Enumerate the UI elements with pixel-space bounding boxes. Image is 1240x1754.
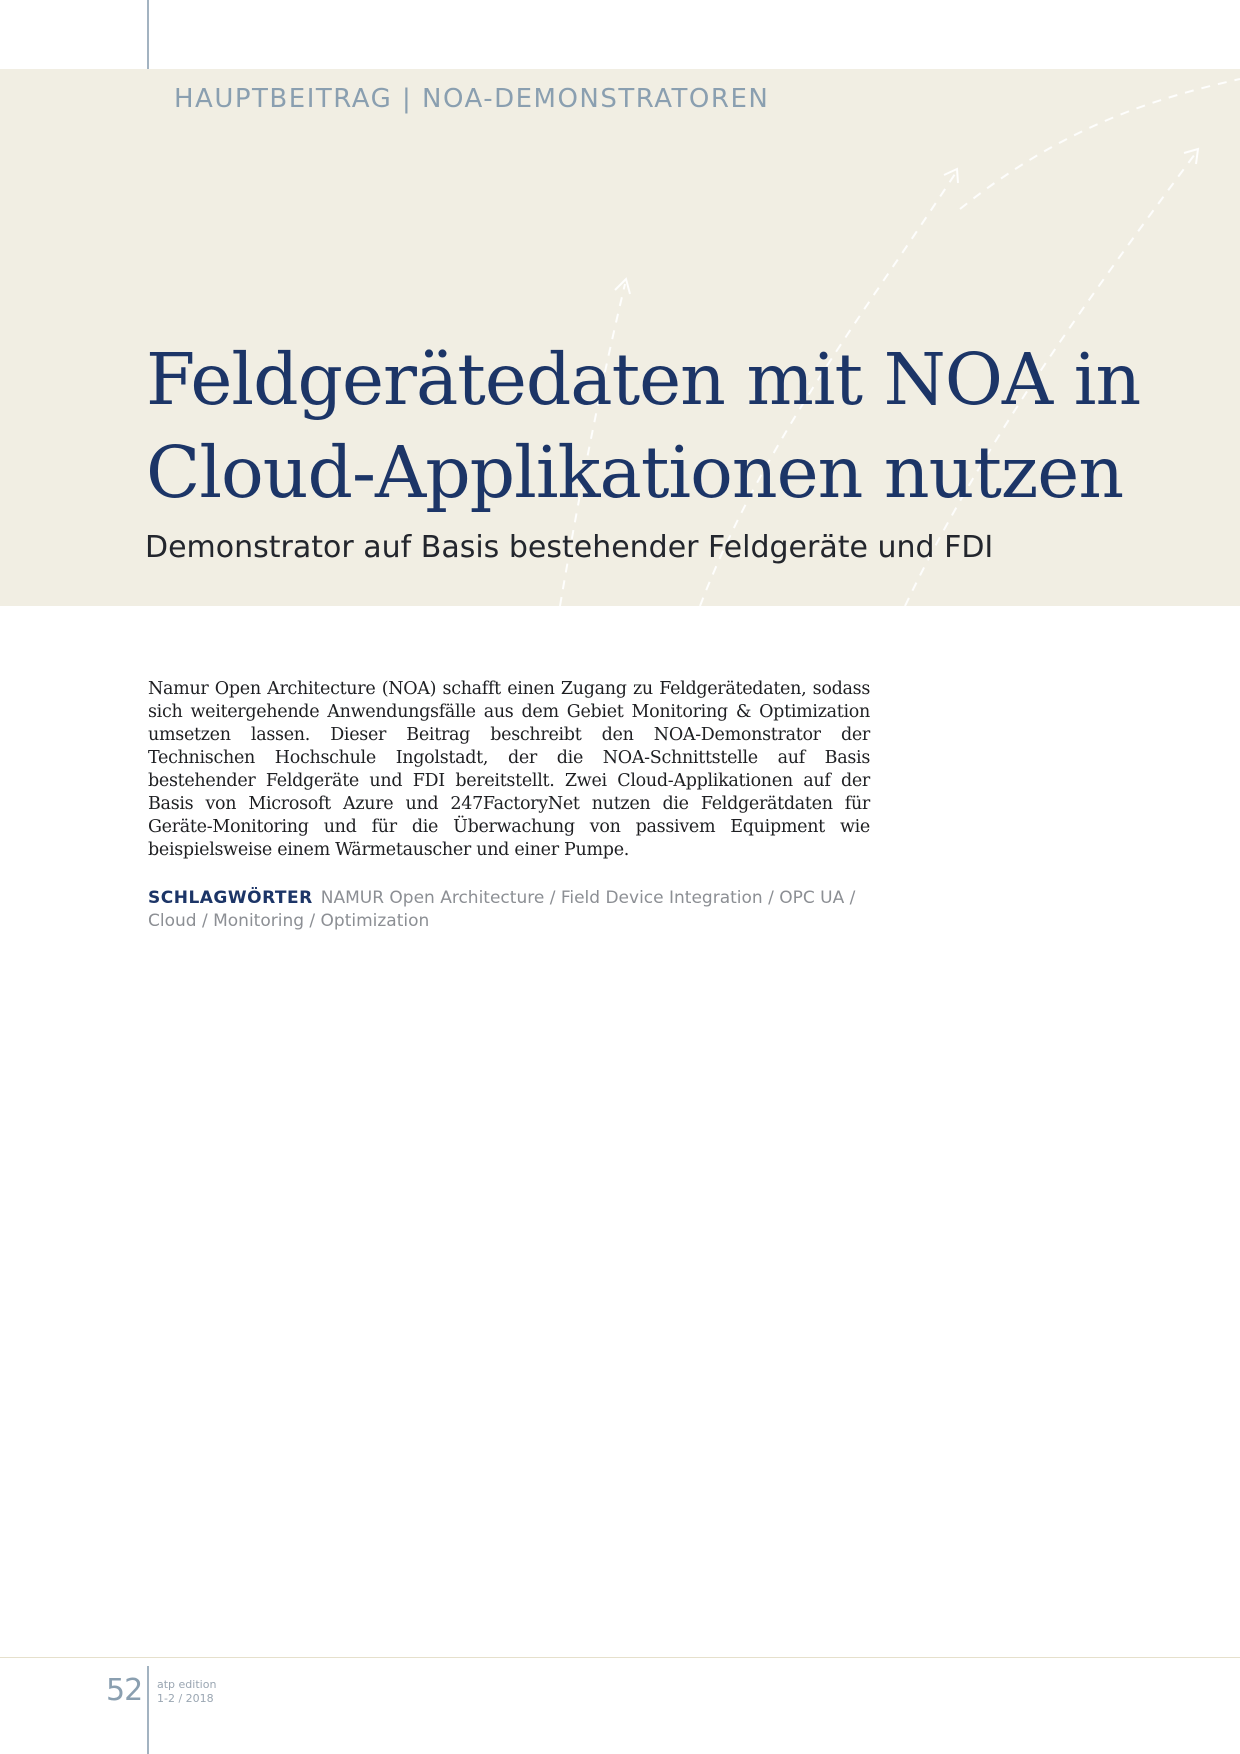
keywords-block bbox=[148, 887, 870, 933]
publication-issue: 1-2 / 2018 bbox=[157, 1692, 214, 1705]
page-number: 52 bbox=[106, 1673, 143, 1708]
publication-name: atp edition bbox=[157, 1678, 217, 1691]
footer-vertical-rule bbox=[147, 1666, 149, 1754]
article-title-line-1: Feldgerätedaten mit NOA in bbox=[146, 338, 1141, 421]
section-label: HAUPTBEITRAG | NOA-DEMONSTRATOREN bbox=[174, 84, 770, 114]
article-title-line-2: Cloud-Applikationen nutzen bbox=[146, 431, 1124, 514]
article-subtitle: Demonstrator auf Basis bestehender Feldgeräte und FDI bbox=[145, 530, 994, 565]
footer-publication-info bbox=[157, 1678, 216, 1706]
footer-divider bbox=[0, 1657, 1240, 1658]
keywords-list: NAMUR Open Architecture / Field Device Integration / OPC UA / Cloud / Monitoring / Optimization bbox=[148, 888, 856, 931]
article-title bbox=[146, 333, 1206, 519]
keywords-label: SCHLAGWÖRTER bbox=[148, 888, 313, 908]
abstract-text: Namur Open Architecture (NOA) schafft einen Zugang zu Feldgerätedaten, sodass sich weitergehende Anwendungsfälle aus dem Gebiet Monitoring & Optimization umsetzen lassen. Dieser Beitrag beschreibt den NOA-Demonstrator der Technischen Hochschule Ingolstadt, der die NOA-Schnittstelle auf Basis bestehender Feldgeräte und FDI bereitstellt. Zwei Cloud-Applikationen auf der Basis von Microsoft Azure und 247FactoryNet nutzen die Feldgerätdaten für Geräte-Monitoring und für die Überwachung von passivem Equipment wie beispielsweise einem Wärmetauscher und einer Pumpe. bbox=[148, 679, 870, 860]
